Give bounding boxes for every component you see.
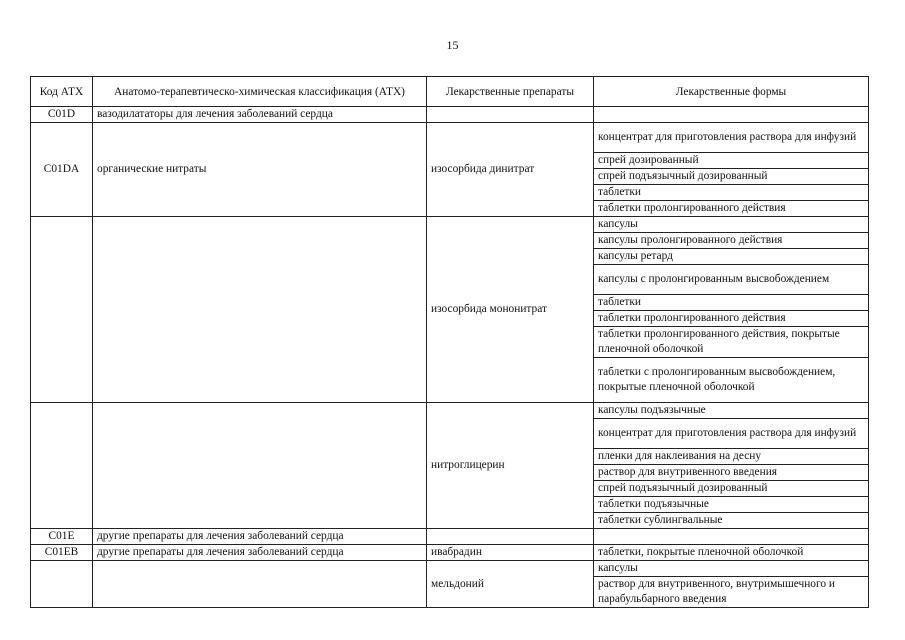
atx-code: C01DA xyxy=(31,123,93,217)
dosage-form: таблетки xyxy=(594,185,869,201)
dosage-form: капсулы подъязычные xyxy=(594,403,869,419)
table-row xyxy=(31,545,869,561)
header-forms: Лекарственные формы xyxy=(594,77,869,107)
table-row xyxy=(31,107,869,123)
atx-classification-empty xyxy=(93,217,427,403)
dosage-form: таблетки с пролонгированным высвобождением, покрытые пленочной оболочкой xyxy=(594,358,869,403)
atx-code: C01E xyxy=(31,529,93,545)
header-drugs: Лекарственные препараты xyxy=(427,77,594,107)
form-cell-empty xyxy=(594,107,869,123)
atx-code-empty xyxy=(31,403,93,529)
dosage-form: спрей дозированный xyxy=(594,153,869,169)
drug-name: изосорбида динитрат xyxy=(427,123,594,217)
dosage-form: капсулы xyxy=(594,561,869,577)
header-classification: Анатомо-терапевтическо-химическая классификация (АТХ) xyxy=(93,77,427,107)
atx-code-empty xyxy=(31,561,93,608)
dosage-form: пленки для наклеивания на десну xyxy=(594,449,869,465)
dosage-form: капсулы пролонгированного действия xyxy=(594,233,869,249)
dosage-form: концентрат для приготовления раствора для инфузий xyxy=(594,123,869,153)
drug-name: мельдоний xyxy=(427,561,594,608)
dosage-form: таблетки пролонгированного действия xyxy=(594,311,869,327)
header-code: Код АТХ xyxy=(31,77,93,107)
dosage-form: спрей подъязычный дозированный xyxy=(594,481,869,497)
drug-name: нитроглицерин xyxy=(427,403,594,529)
atx-code: C01D xyxy=(31,107,93,123)
drug-name: ивабрадин xyxy=(427,545,594,561)
table-row xyxy=(31,123,869,153)
dosage-form: таблетки сублингвальные xyxy=(594,513,869,529)
page-number: 15 xyxy=(446,38,459,52)
table-row xyxy=(31,217,869,233)
dosage-form: капсулы xyxy=(594,217,869,233)
drug-cell-empty xyxy=(427,529,594,545)
atx-code-empty xyxy=(31,217,93,403)
form-cell-empty xyxy=(594,529,869,545)
atx-code: C01EB xyxy=(31,545,93,561)
header-row xyxy=(31,77,869,107)
dosage-form: таблетки пролонгированного действия xyxy=(594,201,869,217)
atx-classification-empty xyxy=(93,403,427,529)
atx-table xyxy=(30,76,869,608)
dosage-form: таблетки, покрытые пленочной оболочкой xyxy=(594,545,869,561)
dosage-form: концентрат для приготовления раствора для инфузий xyxy=(594,419,869,449)
atx-classification: вазодилататоры для лечения заболеваний сердца xyxy=(93,107,427,123)
table-row xyxy=(31,561,869,577)
atx-classification: органические нитраты xyxy=(93,123,427,217)
dosage-form: раствор для внутривенного введения xyxy=(594,465,869,481)
drug-cell-empty xyxy=(427,107,594,123)
dosage-form: капсулы с пролонгированным высвобождением xyxy=(594,265,869,295)
dosage-form: таблетки xyxy=(594,295,869,311)
atx-classification: другие препараты для лечения заболеваний сердца xyxy=(93,545,427,561)
drug-name: изосорбида мононитрат xyxy=(427,217,594,403)
dosage-form: раствор для внутривенного, внутримышечного и парабульбарного введения xyxy=(594,577,869,608)
atx-classification-empty xyxy=(93,561,427,608)
dosage-form: спрей подъязычный дозированный xyxy=(594,169,869,185)
dosage-form: таблетки пролонгированного действия, покрытые пленочной оболочкой xyxy=(594,327,869,358)
dosage-form: капсулы ретард xyxy=(594,249,869,265)
atx-classification: другие препараты для лечения заболеваний сердца xyxy=(93,529,427,545)
table-row xyxy=(31,403,869,419)
dosage-form: таблетки подъязычные xyxy=(594,497,869,513)
table-row xyxy=(31,529,869,545)
